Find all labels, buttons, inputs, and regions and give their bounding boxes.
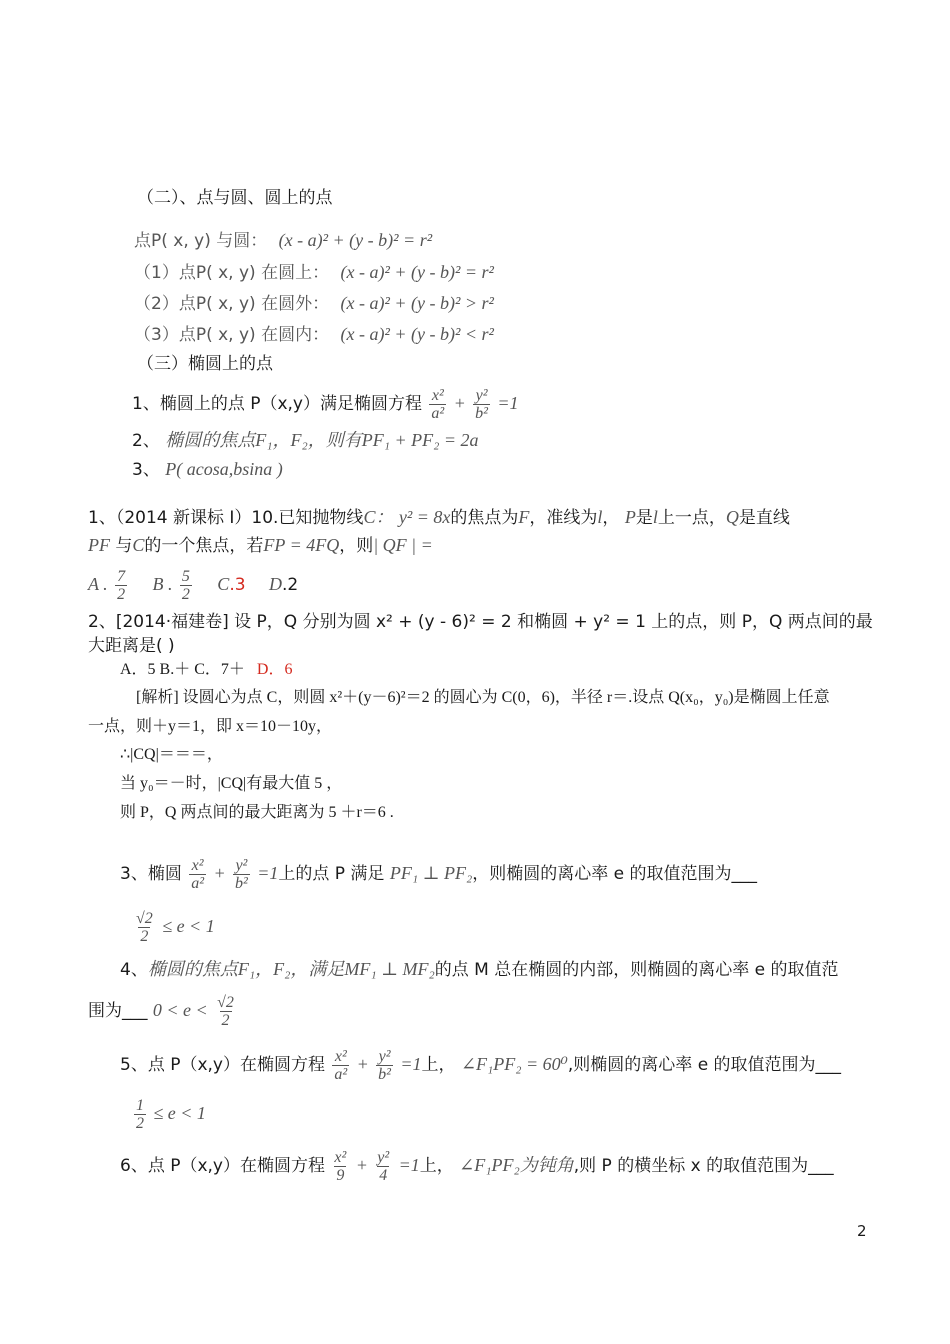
page-number: 2 (857, 1222, 867, 1240)
q1-option-a: A . (88, 574, 108, 594)
point-circle-intro (134, 228, 432, 253)
q4-line2: 围为___ 0 < e < $\frac{√2}{2}$ (88, 993, 234, 1029)
q1-line1: 1、（2014 新课标 I）10.已知抛物线C： y² = 8x的焦点为F，准线为l， P是l上一点，Q是直线 (88, 507, 790, 528)
case3-label: （3）点P( x, y) 在圆内： (134, 325, 330, 345)
case2-formula: (x - a)² + (y - b)² > r² (340, 293, 494, 313)
case-outside-circle (134, 291, 494, 316)
case-on-circle (134, 260, 494, 285)
fraction-y2-b2: $\frac{\text{y²}}{\text{b²}}$ (475, 386, 488, 422)
q1-option-c: C (217, 574, 230, 594)
q3-answer: $\frac{√2}{2}$ ≤ e < 1 (136, 909, 215, 945)
case1-formula: (x - a)² + (y - b)² = r² (340, 262, 494, 282)
q5-line1: 5、点 P（x,y）在椭圆方程 $\frac{\text{x²}}{\text{a²}}$ + $\frac{\text{y²}}{\text{b²}}$ =1上， ∠F₁PF₂ = 60⁰,则椭圆的离心率 e 的取值范围为___ (120, 1047, 842, 1083)
q2-solution-1: [解析] 设圆心为点 C，则圆 x²＋(y－6)²＝2 的圆心为 C(0，6)，半径 r＝.设点 Q(x₀，y₀)是椭圆上任意 (136, 689, 830, 706)
section-heading-point-circle: （二）、点与圆、圆上的点 (137, 188, 333, 208)
ellipse-item-3 (132, 457, 283, 482)
ellipse-item1-text: 1、椭圆上的点 P（x,y）满足椭圆方程 (132, 394, 422, 414)
intro-formula: (x - a)² + (y - b)² = r² (278, 230, 433, 250)
q3-line1: 3、椭圆 $\frac{\text{x²}}{\text{a²}}$ + $\frac{\text{y²}}{\text{b²}}$ =1上的点 P 满足 PF₁ ⊥ PF₂，则椭圆的离心率 e 的取值范围为___ (120, 856, 758, 892)
q2-options: A．5 B.＋ C．7＋ D．6 (120, 661, 293, 678)
q2-solution-3: ∴|CQ|＝＝＝， (120, 746, 223, 763)
q2-line1: 2、[2014·福建卷] 设 P，Q 分别为圆 x² + (y - 6)² = 2 和椭圆 + y² = 1 上的点，则 P，Q 两点间的最 (88, 612, 873, 632)
q2-solution-4: 当 y₀＝－时，|CQ|有最大值 5 ， (120, 775, 343, 792)
ellipse-item2-num: 2、 (132, 431, 160, 451)
q1-line2: PF 与C的一个焦点，若FP = 4FQ，则| QF | = (88, 535, 433, 556)
ellipse-item3-num: 3、 (132, 460, 160, 480)
q6-line1: 6、点 P（x,y）在椭圆方程 $\frac{\text{x²}}{9}$ + $\frac{\text{y²}}{4}$ =1上， ∠F₁PF₂为钝角,则 P 的横坐标 x 的取值范围为___ (120, 1148, 834, 1184)
fraction-x2-a2: $\frac{\text{x²}}{\text{a²}}$ (431, 386, 445, 422)
intro-label: 点P( x, y) 与圆： (134, 231, 268, 251)
q1-option-d: D (268, 574, 282, 594)
ellipse-item2-text: 椭圆的焦点F₁，F₂，则有PF₁ + PF₂ = 2a (165, 430, 479, 450)
q2-answer: D．6 (256, 661, 293, 678)
case2-label: （2）点P( x, y) 在圆外： (134, 294, 330, 314)
ellipse-item-1: 1、椭圆上的点 P（x,y）满足椭圆方程 $\frac{\text{x²}}{\text{a²}}$ + $\frac{\text{y²}}{\text{b²}}$ =1 (132, 386, 519, 422)
q1-option-b: B . (152, 574, 173, 594)
ellipse-item3-text: P( acosa,bsina ) (165, 459, 283, 479)
ellipse-item-2 (132, 428, 479, 453)
q4-line1: 4、椭圆的焦点F₁，F₂，满足MF₁ ⊥ MF₂的点 M 总在椭圆的内部，则椭圆的离心率 e 的取值范 (120, 959, 839, 980)
q1-answer: .3 (229, 575, 246, 595)
q2-solution-5: 则 P，Q 两点间的最大距离为 5 ＋r＝6 . (120, 804, 394, 821)
q2-line2: 大距离是( ) (88, 636, 175, 656)
q1-options: A . $\frac{7}{2}$ B . $\frac{5}{2}$ C.3 D.2 (88, 567, 299, 603)
q2-solution-2: 一点，则＋y＝1，即 x＝10－10y， (88, 718, 333, 735)
case3-formula: (x - a)² + (y - b)² < r² (340, 324, 494, 344)
case1-label: （1）点P( x, y) 在圆上： (134, 263, 330, 283)
q5-answer: $\frac{1}{2}$ ≤ e < 1 (136, 1096, 206, 1132)
ellipse-item1-eq: =1 (497, 393, 519, 413)
section-heading-ellipse-point: （三）椭圆上的点 (137, 354, 273, 374)
case-inside-circle (134, 322, 494, 347)
